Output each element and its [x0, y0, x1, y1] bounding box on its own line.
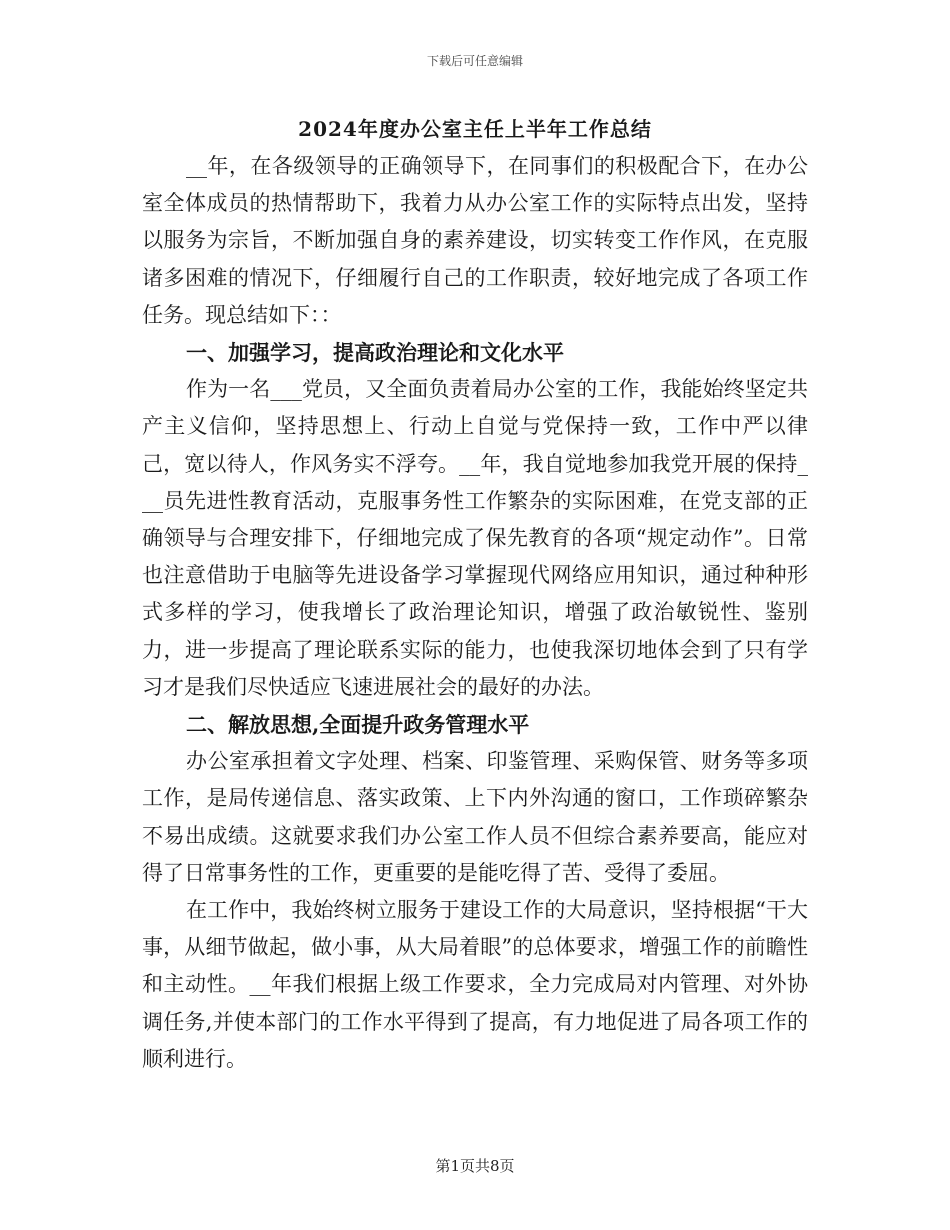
- page-header-note: 下载后可任意编辑: [426, 54, 523, 68]
- section-heading-2: 二、解放思想,全面提升政务管理水平: [186, 712, 530, 738]
- intro-paragraph: __年，在各级领导的正确领导下，在同事们的积极配合下，在办公室全体成员的热情帮助下，我着力从办公室工作的实际特点出发，坚持以服务为宗旨，不断加强自身的素养建设，切实转变工作作风，在克服诸多困难的情况下，仔细履行自己的工作职责，较好地完成了各项工作任务。现总结如下：：: [142, 154, 808, 327]
- page-number: 第1页共8页: [435, 1157, 515, 1175]
- section-2-paragraph-1: 办公室承担着文字处理、档案、印鉴管理、采购保管、财务等多项工作，是局传递信息、落实政策、上下内外沟通的窗口，工作琐碎繁杂不易出成绩。这就要求我们办公室工作人员不但综合素养要高，能应对得了日常事务性的工作，更重要的是能吃得了苦、受得了委屈。: [142, 749, 808, 885]
- document-title: 2024年度办公室主任上半年工作总结: [298, 117, 652, 141]
- section-heading-1: 一、加强学习，提高政治理论和文化水平: [186, 340, 564, 366]
- document-body: [142, 148, 808, 1078]
- section-2-paragraph-2: 在工作中，我始终树立服务于建设工作的大局意识，坚持根据“干大事，从细节做起，做小事，从大局着眼”的总体要求，增强工作的前瞻性和主动性。__年我们根据上级工作要求，全力完成局对内管理、对外协调任务,并使本部门的工作水平得到了提高，有力地促进了局各项工作的顺利进行。: [142, 898, 808, 1071]
- section-1-paragraph: 作为一名___党员，又全面负责着局办公室的工作，我能始终坚定共产主义信仰，坚持思想上、行动上自觉与党保持一致，工作中严以律己，宽以待人，作风务实不浮夸。__年，我自觉地参加我党开展的保持___员先进性教育活动，克服事务性工作繁杂的实际困难，在党支部的正确领导与合理安排下，仔细地完成了保先教育的各项“规定动作”。日常也注意借助于电脑等先进设备学习掌握现代网络应用知识，通过种种形式多样的学习，使我增长了政治理论知识，增强了政治敏锐性、鉴别力，进一步提高了理论联系实际的能力，也使我深切地体会到了只有学习才是我们尽快适应飞速进展社会的最好的办法。: [142, 377, 808, 699]
